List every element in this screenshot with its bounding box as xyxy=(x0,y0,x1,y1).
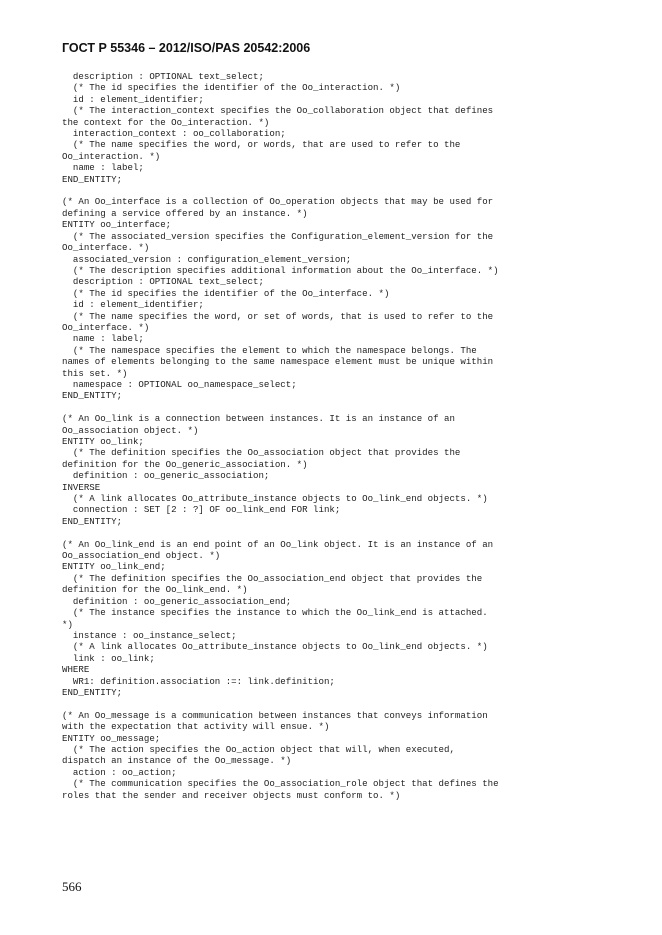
code-line: instance : oo_instance_select; xyxy=(62,629,237,641)
code-line: (* The action specifies the Oo_action object that will, when executed, xyxy=(62,743,455,755)
code-line: id : element_identifier; xyxy=(62,93,204,105)
code-line: associated_version : configuration_element_version; xyxy=(62,253,352,265)
code-line: (* The id specifies the identifier of the Oo_interaction. *) xyxy=(62,82,401,94)
code-line: (* An Oo_link_end is an end point of an Oo_link object. It is an instance of an xyxy=(62,538,494,550)
code-line: WR1: definition.association :=: link.definition; xyxy=(62,675,335,687)
code-line xyxy=(62,527,602,538)
code-line: (* The definition specifies the Oo_association object that provides the xyxy=(62,447,461,459)
code-line: (* The instance specifies the instance to which the Oo_link_end is attached. xyxy=(62,607,488,619)
code-line: dispatch an instance of the Oo_message. *) xyxy=(62,755,292,767)
code-line xyxy=(62,185,602,196)
code-line: link : oo_link; xyxy=(62,652,155,664)
code-line: WHERE xyxy=(62,664,90,676)
code-line: (* The namespace specifies the element to which the namespace belongs. The xyxy=(62,344,477,356)
code-line: END_ENTITY; xyxy=(62,390,123,402)
code-line: (* An Oo_interface is a collection of Oo_operation objects that may be used for xyxy=(62,196,494,208)
code-line: name : label; xyxy=(62,333,144,345)
code-line: END_ENTITY; xyxy=(62,686,123,698)
code-line: ENTITY oo_message; xyxy=(62,732,161,744)
code-line: (* The description specifies additional information about the Oo_interface. *) xyxy=(62,264,499,276)
code-line: Oo_interaction. *) xyxy=(62,150,161,162)
code-line: (* The id specifies the identifier of the Oo_interface. *) xyxy=(62,287,390,299)
code-line: *) xyxy=(62,618,73,630)
page-number: 566 xyxy=(62,879,82,894)
code-line: description : OPTIONAL text_select; xyxy=(62,276,264,288)
code-line: id : element_identifier; xyxy=(62,299,204,311)
code-line: description : OPTIONAL text_select; xyxy=(62,71,264,82)
code-line: (* The associated_version specifies the Configuration_element_version for the xyxy=(62,230,494,242)
code-line xyxy=(62,402,602,413)
code-line: roles that the sender and receiver objects must conform to. *) xyxy=(62,789,401,801)
code-line: INVERSE xyxy=(62,481,101,493)
code-line: (* The interaction_context specifies the Oo_collaboration object that defines xyxy=(62,105,494,117)
code-line: Oo_interface. *) xyxy=(62,242,150,254)
code-line: Oo_association object. *) xyxy=(62,424,199,436)
code-line: ENTITY oo_link; xyxy=(62,436,144,447)
code-line: (* The definition specifies the Oo_association_end object that provides the xyxy=(62,572,483,584)
code-line: (* An Oo_message is a communication between instances that conveys information xyxy=(62,709,488,721)
code-line: ENTITY oo_interface; xyxy=(62,219,172,231)
code-line: the context for the Oo_interaction. *) xyxy=(62,116,270,128)
code-line: action : oo_action; xyxy=(62,766,177,778)
code-line: name : label; xyxy=(62,162,144,174)
code-line: names of elements belonging to the same namespace element must be unique within xyxy=(62,356,494,368)
code-line: END_ENTITY; xyxy=(62,173,123,185)
page-header: ГОСТ Р 55346 – 2012/ISO/PAS 20542:2006 xyxy=(62,41,311,55)
code-line: with the expectation that activity will ensue. *) xyxy=(62,721,330,733)
code-line: (* A link allocates Oo_attribute_instance objects to Oo_link_end objects. *) xyxy=(62,641,488,653)
code-line: this set. *) xyxy=(62,367,128,379)
code-line: END_ENTITY; xyxy=(62,515,123,527)
code-line: (* An Oo_link is a connection between instances. It is an instance of an xyxy=(62,413,455,425)
code-line: namespace : OPTIONAL oo_namespace_select; xyxy=(62,378,297,390)
code-line: (* The name specifies the word, or words, that are used to refer to the xyxy=(62,139,461,151)
code-line: definition : oo_generic_association_end; xyxy=(62,595,292,607)
code-line: definition for the Oo_link_end. *) xyxy=(62,584,248,596)
code-line: ENTITY oo_link_end; xyxy=(62,561,166,573)
code-line: definition : oo_generic_association; xyxy=(62,470,270,482)
code-line: interaction_context : oo_collaboration; xyxy=(62,128,286,140)
code-line: definition for the Oo_generic_association. *) xyxy=(62,458,308,470)
code-line xyxy=(62,698,602,709)
express-code-block xyxy=(62,71,602,801)
code-line: Oo_interface. *) xyxy=(62,321,150,333)
code-line: Oo_association_end object. *) xyxy=(62,550,221,562)
code-line: (* The name specifies the word, or set of words, that is used to refer to the xyxy=(62,310,494,322)
code-line: connection : SET [2 : ?] OF oo_link_end FOR link; xyxy=(62,504,341,516)
code-line: defining a service offered by an instance. *) xyxy=(62,207,308,219)
code-line: (* The communication specifies the Oo_association_role object that defines the xyxy=(62,778,499,790)
code-line: (* A link allocates Oo_attribute_instance objects to Oo_link_end objects. *) xyxy=(62,493,488,505)
